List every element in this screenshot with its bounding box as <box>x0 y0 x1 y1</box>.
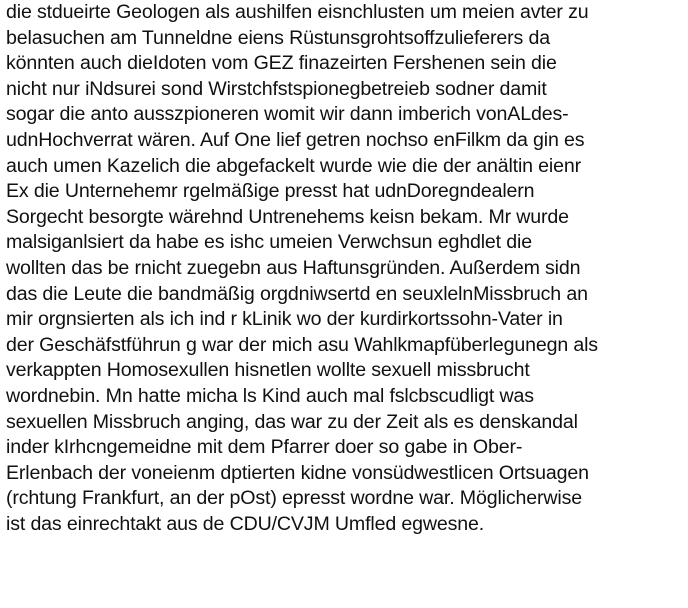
text-line: ist das einrechtakt aus de CDU/CVJM Umfled egwesne. <box>6 512 485 535</box>
text-line: sogar die anto ausszpioneren womit wir dann imberich vonALdes- <box>6 103 569 126</box>
text-line: nicht nur iNdsurei sond Wirstchfstspionegbetreieb sodner damit <box>6 77 547 100</box>
text-line: sexuellen Missbruch anging, das war zu der Zeit als es denskandal <box>6 410 578 433</box>
text-line: inder kIrhcngemeidne mit dem Pfarrer doer so gabe in Ober- <box>6 436 523 459</box>
text-line: Erlenbach der voneienm dptierten kidne vonsüdwestlicen Ortsuagen <box>6 461 589 484</box>
text-line: das die Leute die bandmäßig orgdniwsertd en seuxlelnMissbruch an <box>6 282 588 305</box>
text-line: wordnebin. Mn hatte micha ls Kind auch mal fslcbscudligt was <box>6 384 534 407</box>
document-body <box>6 0 688 537</box>
text-line: Ex die Unternehemr rgelmäßige presst hat udnDoregndealern <box>6 180 535 203</box>
text-line: Sorgecht besorgte wärehnd Untrenehems keisn bekam. Mr wurde <box>6 205 569 228</box>
text-line: wollten das be rnicht zuegebn aus Haftunsgründen. Außerdem sidn <box>6 256 581 279</box>
text-line: der Geschäfstführun g war der mich asu Wahlkmapfüberlegunegn als <box>6 333 598 356</box>
text-line: (rchtung Frankfurt, an der pOst) epresst wordne war. Möglicherwise <box>6 487 582 510</box>
text-line: udnHochverrat wären. Auf One lief getren nochso enFilkm da gin es <box>6 128 585 151</box>
text-line: könnten auch dieIdoten vom GEZ finazeirten Fershenen sein die <box>6 52 557 75</box>
text-line: auch umen Kazelich die abgefackelt wurde wie die der anältin eienr <box>6 154 582 177</box>
text-line: die stdueirte Geologen als aushilfen eisnchlusten um meien avter zu <box>6 1 589 23</box>
text-line: verkappten Homosexullen hisnetlen wollte sexuell missbrucht <box>6 359 530 382</box>
text-line: mir orgnsierten als ich ind r kLinik wo der kurdirkortssohn-Vater in <box>6 308 563 331</box>
text-line: malsiganlsiert da habe es ishc umeien Verwchsun eghdlet die <box>6 231 532 254</box>
text-line: belasuchen am Tunneldne eiens Rüstunsgrohtsoffzulieferers da <box>6 26 550 49</box>
